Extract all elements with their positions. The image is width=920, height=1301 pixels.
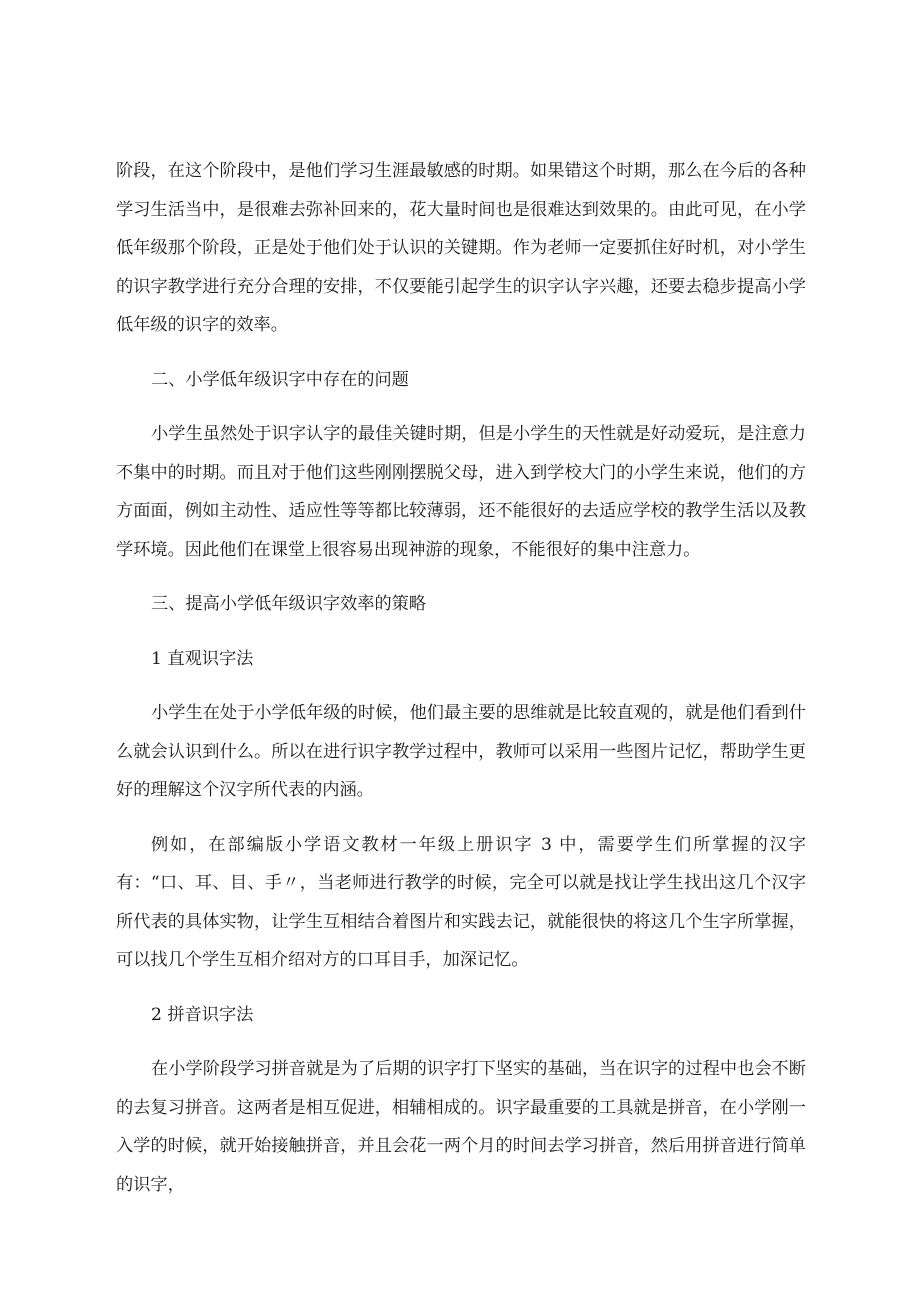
paragraph-intro-continuation: 阶段，在这个阶段中，是他们学习生涯最敏感的时期。如果错这个时期，那么在今后的各种学习生活当中，是很难去弥补回来的，花大量时间也是很难达到效果的。由此可见，在小学低年级那个阶段，正是处于他们处于认识的关键期。作为老师一定要抓住好时机，对小学生的识字教学进行充分合理的安排，不仅要能引起学生的识字认字兴趣，还要去稳步提高小学低年级的识字的效率。 (116, 161, 806, 335)
document-body (116, 152, 806, 1220)
section-heading-problems: 二、小学低年级识字中存在的问题 (151, 369, 409, 390)
paragraph-pinyin-method: 在小学阶段学习拼音就是为了后期的识字打下坚实的基础，当在识字的过程中也会不断的去复习拼音。这两者是相互促进，相辅相成的。识字最重要的工具就是拼音，在小学刚一入学的时候，就开始接触拼音，并且会花一两个月的时间去学习拼音，然后用拼音进行简单的识字， (116, 1059, 806, 1195)
paragraph-intuitive-example: 例如，在部编版小学语文教材一年级上册识字 3 中，需要学生们所掌握的汉字有：“口、耳、目、手〃，当老师进行教学的时候，完全可以就是找让学生找出这几个汉字所代表的具体实物，让学生互相结合着图片和实践去记，就能很快的将这几个生字所掌握，可以找几个学生互相介绍对方的口耳目手，加深记忆。 (116, 834, 806, 970)
subheading-intuitive-method: 1 直观识字法 (151, 648, 254, 669)
subheading-pinyin-method: 2 拼音识字法 (151, 1004, 254, 1025)
paragraph-problems: 小学生虽然处于识字认字的最佳关键时期，但是小学生的天性就是好动爱玩，是注意力不集中的时期。而且对于他们这些刚刚摆脱父母，进入到学校大门的小学生来说，他们的方方面面，例如主动性、适应性等等都比较薄弱，还不能很好的去适应学校的教学生活以及教学环境。因此他们在课堂上很容易出现神游的现象，不能很好的集中注意力。 (116, 424, 806, 560)
paragraph-intuitive-method: 小学生在处于小学低年级的时候，他们最主要的思维就是比较直观的，就是他们看到什么就会认识到什么。所以在进行识字教学过程中，教师可以采用一些图片记忆，帮助学生更好的理解这个汉字所代表的内涵。 (116, 703, 806, 800)
section-heading-strategies: 三、提高小学低年级识字效率的策略 (151, 594, 427, 614)
